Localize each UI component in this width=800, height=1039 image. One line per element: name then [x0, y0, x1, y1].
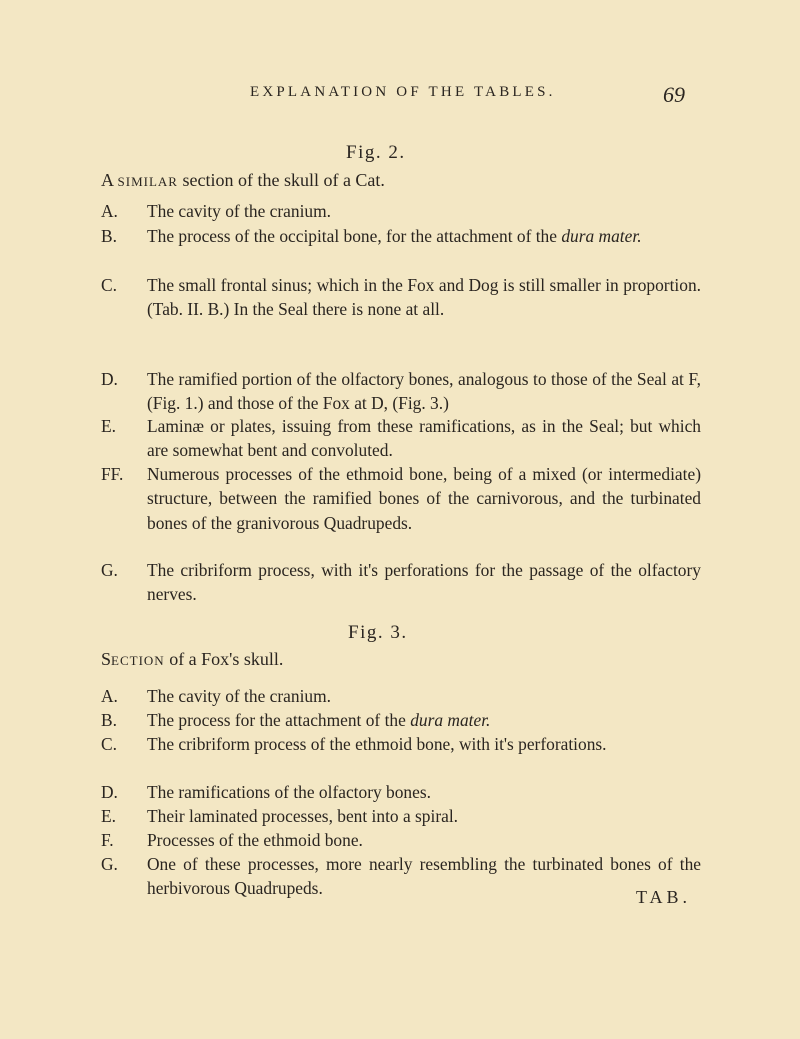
entry-letter: FF. [101, 464, 124, 484]
entry-letter: G. [101, 560, 118, 580]
entry-text-roman: The process of the occipital bone, for the attachment of the [147, 226, 557, 246]
fig3-caption-text: of a Fox's skull. [169, 649, 284, 669]
fig2-entry-c [101, 273, 701, 322]
entry-text: The cavity of the cranium. [147, 201, 331, 221]
fig2-caption-initial: A [101, 170, 114, 190]
entry-text-italic: dura mater. [561, 226, 642, 246]
entry-letter: D. [101, 369, 118, 389]
entry-text: The cribriform process of the ethmoid bone, with it's perforations. [147, 734, 607, 754]
entry-letter: B. [101, 226, 117, 246]
fig3-caption-initial: S [101, 649, 112, 669]
entry-text: The small frontal sinus; which in the Fox and Dog is still smaller in proportion. (Tab. II. B.) In the Seal there is none at all. [147, 275, 701, 320]
entry-text: Numerous processes of the ethmoid bone, being of a mixed (or intermediate) structure, between the ramified bones of the carnivorous, and the turbinated bones of the granivorous Quadrupeds. [147, 464, 701, 533]
entry-text: The ramified portion of the olfactory bones, analogous to those of the Seal at F, (Fig. 1.) and those of the Fox at D, (Fig. 3.) [147, 369, 701, 414]
entry-text [147, 708, 701, 732]
fig2-entry-e [101, 414, 701, 463]
entry-letter: A. [101, 686, 118, 706]
running-header [0, 82, 800, 110]
entry-letter: F. [101, 830, 114, 850]
fig2-caption [101, 170, 385, 191]
entry-text [147, 224, 701, 248]
fig3-entry-e [101, 804, 701, 828]
fig3-caption [101, 649, 283, 670]
fig3-entry-d [101, 780, 701, 804]
entry-letter: C. [101, 734, 117, 754]
fig3-entry-b [101, 708, 701, 732]
entry-text: The cribriform process, with it's perforations for the passage of the olfactory nerves. [147, 560, 701, 605]
entry-letter: G. [101, 854, 118, 874]
fig2-entry-ff [101, 462, 701, 535]
entry-text: The cavity of the cranium. [147, 686, 331, 706]
fig3-entry-c [101, 732, 701, 756]
fig2-entry-b [101, 224, 701, 248]
fig2-caption-text: section of the skull of a Cat. [182, 170, 385, 190]
fig2-entry-a [101, 199, 701, 223]
fig3-entry-f [101, 828, 701, 852]
entry-letter: B. [101, 710, 117, 730]
fig2-caption-smallcaps: similar [117, 170, 178, 190]
fig3-caption-smallcaps: ection [111, 649, 165, 669]
entry-letter: E. [101, 416, 116, 436]
entry-text: The ramifications of the olfactory bones. [147, 782, 431, 802]
entry-letter: E. [101, 806, 116, 826]
entry-text: One of these processes, more nearly resembling the turbinated bones of the herbivorous Quadrupeds. [147, 854, 701, 899]
fig2-entry-d [101, 367, 701, 416]
fig2-entry-g [101, 558, 701, 607]
entry-letter: A. [101, 201, 118, 221]
entry-letter: D. [101, 782, 118, 802]
entry-text-roman: The process for the attachment of the [147, 710, 406, 730]
running-title: EXPLANATION OF THE TABLES. [250, 84, 556, 100]
fig3-entry-a [101, 684, 701, 708]
page-number: 69 [663, 82, 685, 107]
entry-text: Processes of the ethmoid bone. [147, 830, 363, 850]
entry-text: Laminæ or plates, issuing from these ramifications, as in the Seal; but which are somewhat bent and convoluted. [147, 416, 701, 461]
fig3-entry-g [101, 852, 701, 901]
entry-text: Their laminated processes, bent into a spiral. [147, 806, 459, 826]
fig2-heading: Fig. 2. [346, 142, 406, 163]
entry-text-italic: dura mater. [410, 710, 491, 730]
fig3-heading: Fig. 3. [348, 622, 408, 643]
catchword: TAB. [636, 887, 692, 907]
entry-letter: C. [101, 275, 117, 295]
